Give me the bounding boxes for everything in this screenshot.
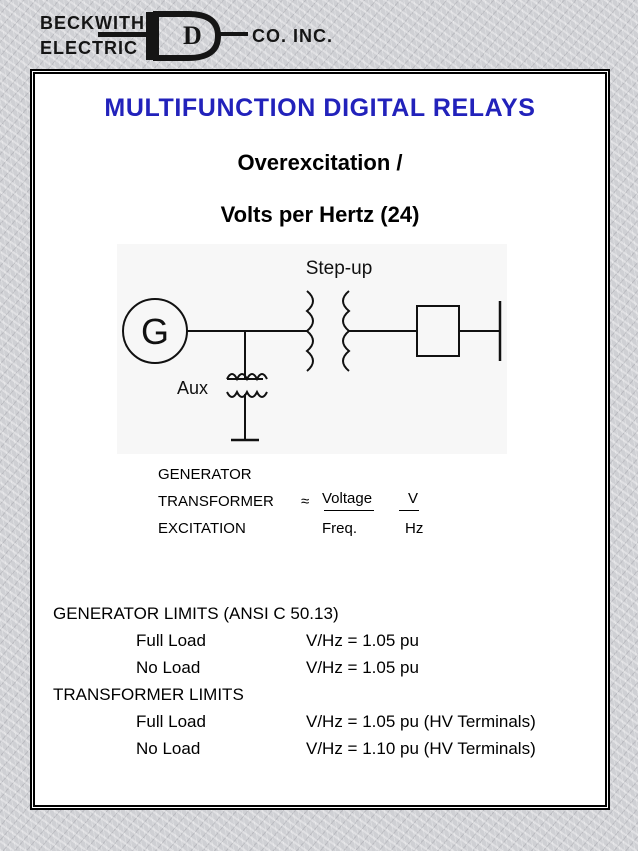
generator-full-load-value: V/Hz = 1.05 pu — [306, 631, 419, 650]
formula-num-symbol: V — [408, 490, 419, 507]
transformer-full-load-value: V/Hz = 1.05 pu (HV Terminals) — [306, 712, 536, 731]
slide-subtitle-line-2: Volts per Hertz (24) — [220, 202, 420, 227]
logo-line-2: ELECTRIC — [40, 38, 138, 58]
company-logo — [38, 10, 338, 62]
logo-monogram-letter: D — [183, 21, 202, 50]
approx-symbol: ≈ — [301, 493, 310, 510]
slide-subtitle-line-1: Overexcitation / — [237, 150, 403, 175]
formula-numerator: Voltage — [322, 490, 373, 507]
formula-term-generator: GENERATOR — [158, 466, 252, 483]
transformer-full-load-label: Full Load — [136, 712, 206, 731]
formula-term-excitation: EXCITATION — [158, 520, 246, 537]
formula-denominator: Freq. — [322, 520, 358, 537]
stepup-label: Step-up — [305, 258, 373, 279]
formula-den-symbol: Hz — [405, 520, 424, 537]
formula-term-transformer: TRANSFORMER — [158, 493, 274, 510]
generator-label: G — [140, 311, 170, 352]
generator-no-load-value: V/Hz = 1.05 pu — [306, 658, 419, 677]
aux-label: Aux — [177, 378, 209, 398]
logo-line-1: BECKWITH — [40, 13, 145, 33]
generator-full-load-label: Full Load — [136, 631, 206, 650]
generator-no-load-label: No Load — [136, 658, 201, 677]
transformer-no-load-label: No Load — [136, 739, 201, 758]
transformer-limits-heading: TRANSFORMER LIMITS — [53, 685, 244, 704]
one-line-diagram — [117, 244, 507, 454]
transformer-no-load-value: V/Hz = 1.10 pu (HV Terminals) — [306, 739, 536, 758]
generator-limits-heading: GENERATOR LIMITS (ANSI C 50.13) — [53, 604, 339, 623]
slide-title: MULTIFUNCTION DIGITAL RELAYS — [104, 94, 536, 122]
logo-suffix: CO. INC. — [252, 26, 334, 46]
fraction-bar-symbols — [399, 510, 419, 511]
fraction-bar-words — [324, 510, 374, 511]
slide-panel — [33, 72, 607, 807]
